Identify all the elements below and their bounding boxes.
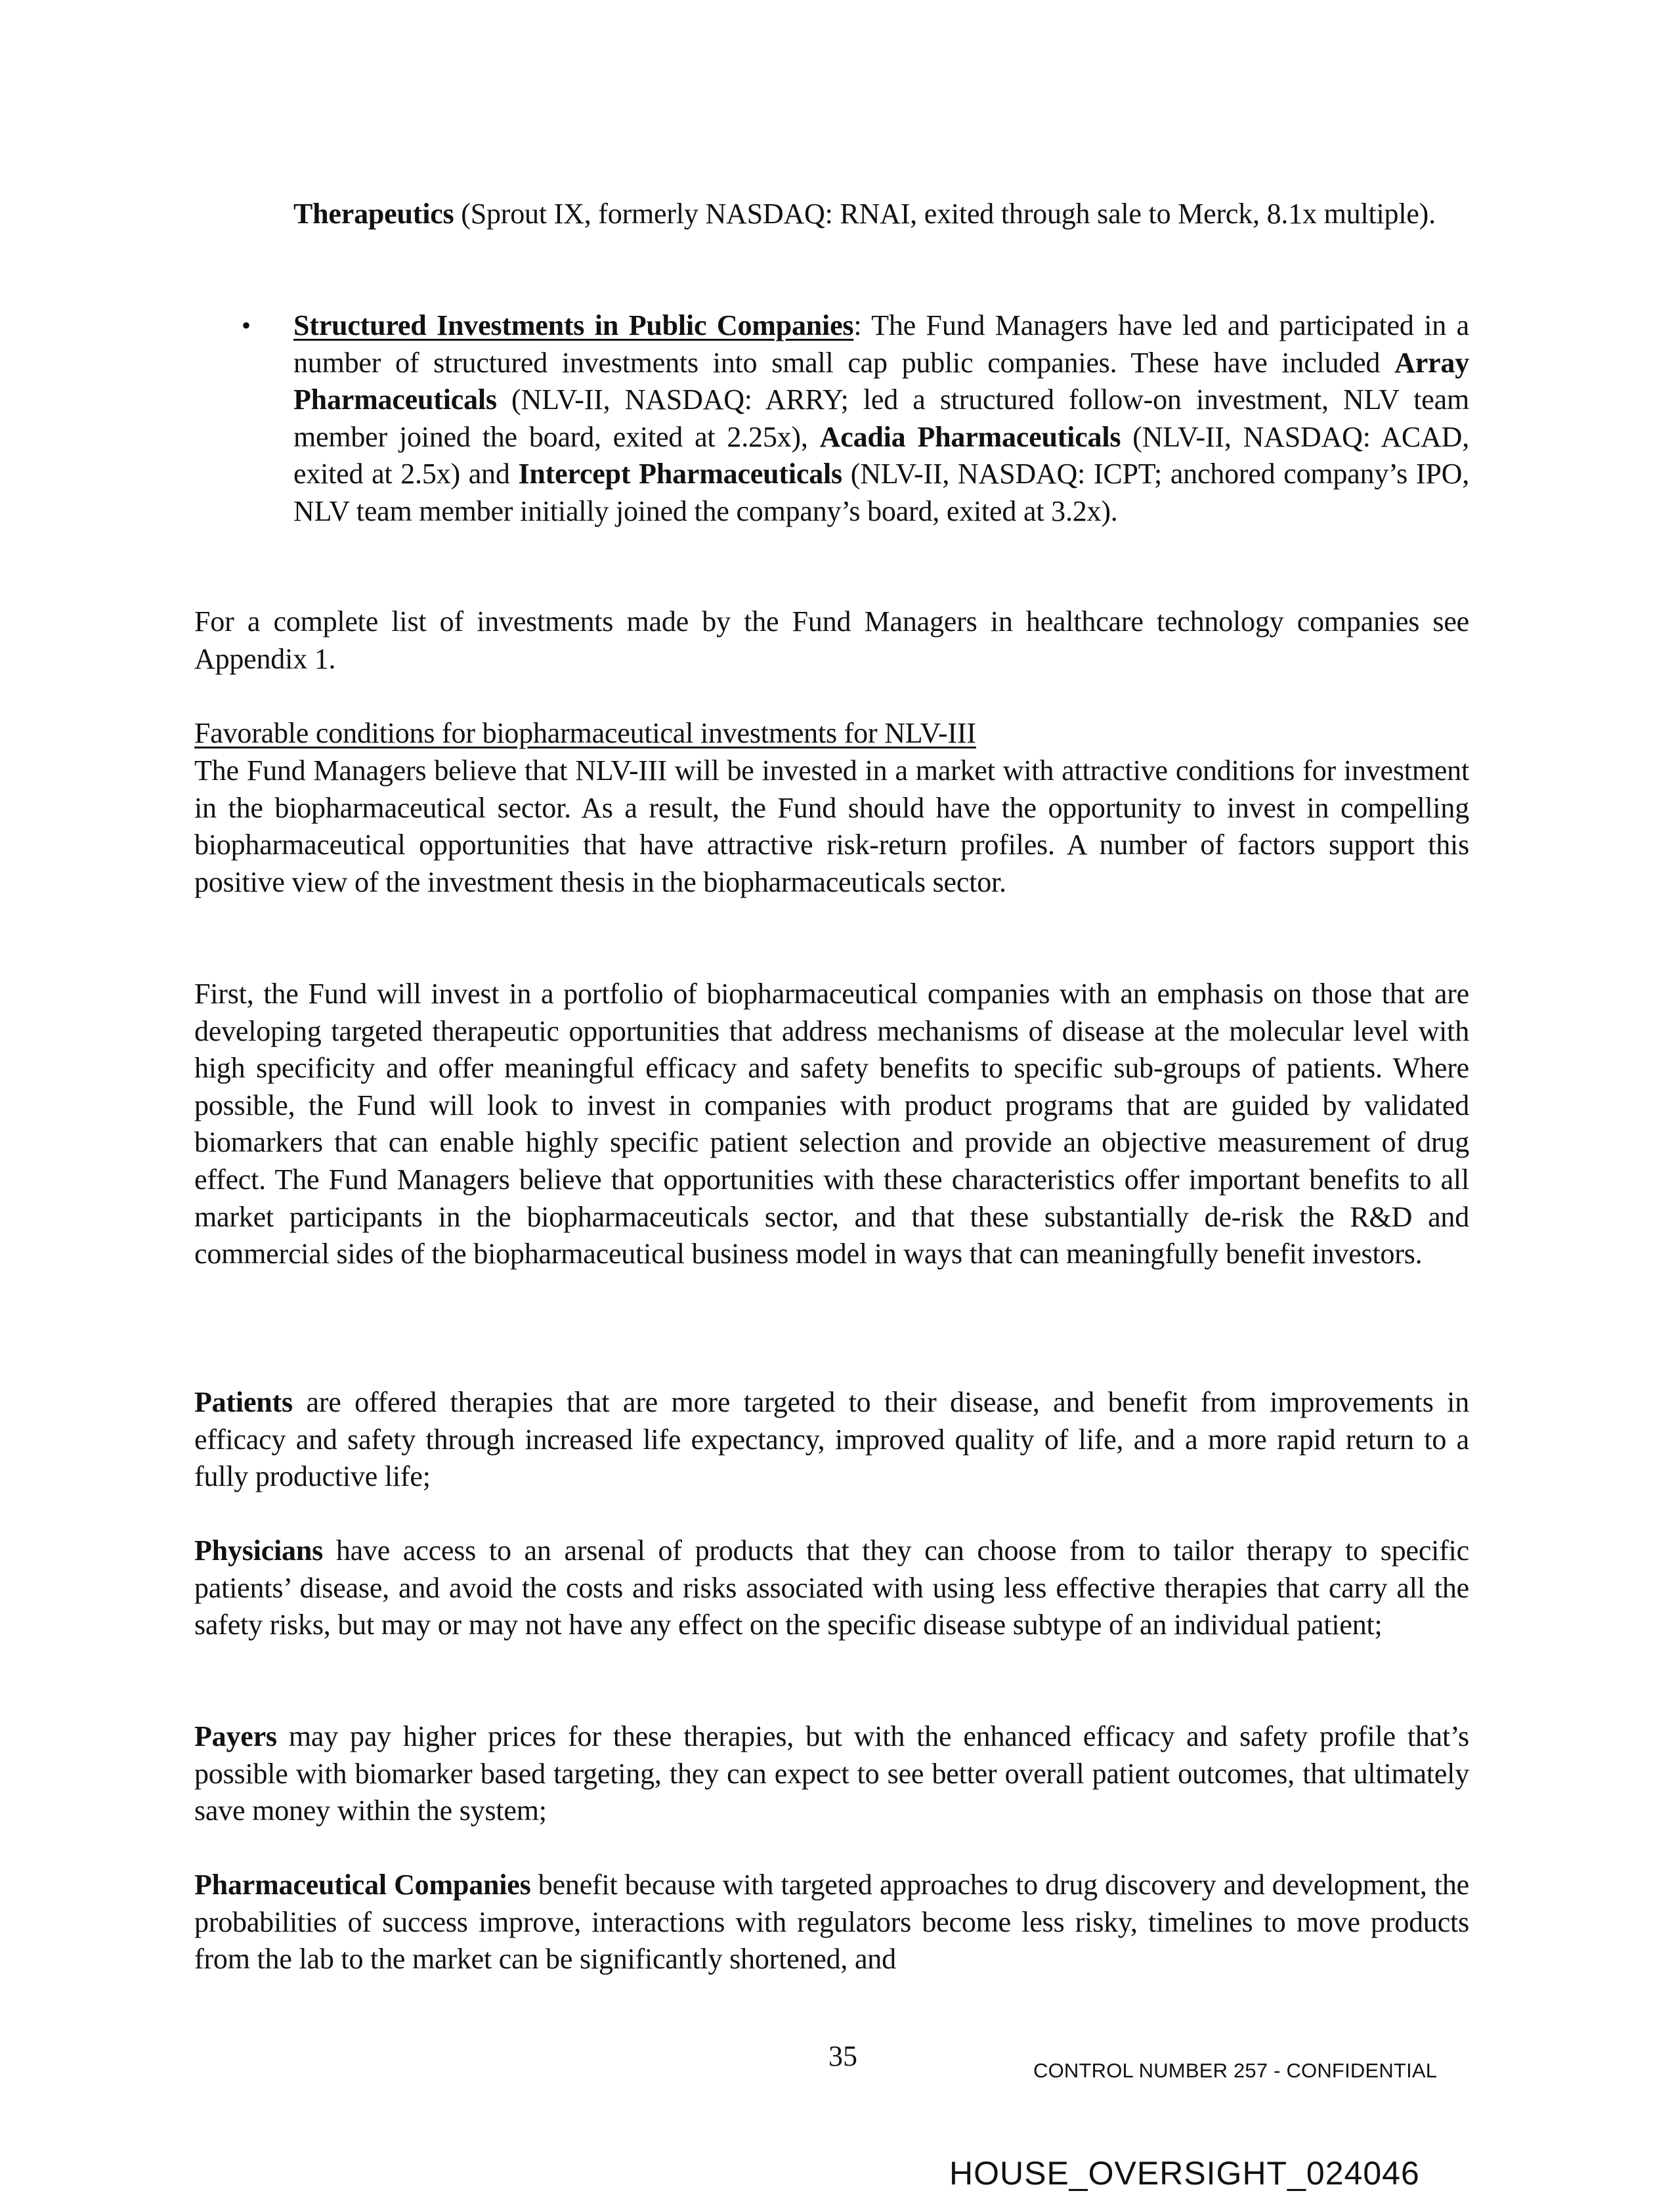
company-name: Intercept Pharmaceuticals bbox=[518, 458, 842, 490]
stakeholder-label: Payers bbox=[194, 1720, 277, 1752]
bates-number: HOUSE_OVERSIGHT_024046 bbox=[949, 2155, 1420, 2192]
stakeholder-payers bbox=[194, 1718, 1469, 1830]
stakeholder-label: Pharmaceutical Companies bbox=[194, 1869, 531, 1901]
paragraph-text: (NLV-II, NASDAQ: ARRY; led a structured follow-on investment, NLV team member joined the board, exited at 2.25x), bbox=[293, 383, 1469, 453]
stakeholder-pharma bbox=[194, 1867, 1469, 1978]
company-name: Therapeutics bbox=[293, 198, 454, 230]
heading-colon: : bbox=[853, 309, 862, 341]
stakeholder-label: Patients bbox=[194, 1386, 293, 1418]
paragraph-text: (NLV-II, NASDAQ: ACAD, exited at 2.5x) and bbox=[293, 420, 1470, 490]
stakeholder-text: benefit because with targeted approaches to drug discovery and development, the probabilities of success improve, interactions with regulators become less risky, timelines to move products from the lab to the market can be significantly shortened, and bbox=[194, 1869, 1469, 1976]
continuation-paragraph bbox=[293, 196, 1469, 233]
stakeholder-text: have access to an arsenal of products that they can choose from to tailor therapy to specific patients’ disease, and avoid the costs and risks associated with using less effective therapies that carry all the safety risks, but may or may not have any effect on the specific disease subtype of an individual patient; bbox=[194, 1534, 1469, 1641]
paragraph-text: (NLV-II, NASDAQ: ICPT; anchored company’s IPO, NLV team member initially joined the company’s board, exited at 3.2x). bbox=[293, 458, 1470, 527]
control-number: CONTROL NUMBER 257 - CONFIDENTIAL bbox=[1033, 2059, 1438, 2082]
section-intro: The Fund Managers believe that NLV-III will be invested in a market with attractive conditions for investment in the biopharmaceutical sector. As a result, the Fund should have the opportunity to invest in compelling biopharmaceutical opportunities that have attractive risk-return profiles. A number of factors support this positive view of the investment thesis in the biopharmaceuticals sector. bbox=[194, 754, 1469, 898]
stakeholder-label: Physicians bbox=[194, 1534, 324, 1567]
company-name: Acadia Pharmaceuticals bbox=[819, 420, 1121, 453]
section-heading bbox=[194, 715, 1469, 752]
page-number: 35 bbox=[828, 2040, 857, 2072]
paragraph-text: The Fund Managers have led and participated in a number of structured investments into small cap public companies. These have included bbox=[293, 309, 1469, 379]
bullet-heading: Structured Investments in Public Companies bbox=[293, 309, 854, 341]
stakeholder-patients bbox=[194, 1384, 1469, 1496]
bullet-paragraph bbox=[293, 307, 1469, 531]
stakeholder-physicians bbox=[194, 1532, 1469, 1644]
paragraph-text: (Sprout IX, formerly NASDAQ: RNAI, exited through sale to Merck, 8.1x multiple). bbox=[454, 198, 1436, 230]
stakeholder-text: are offered therapies that are more targeted to their disease, and benefit from improvements in efficacy and safety through increased life expectancy, improved quality of life, and a more rapid return to a fully productive life; bbox=[194, 1386, 1469, 1493]
stakeholder-text: may pay higher prices for these therapies, but with the enhanced efficacy and safety profile that’s possible with biomarker based targeting, they can expect to see better overall patient outcomes, that ultimately save money within the system; bbox=[194, 1720, 1469, 1827]
bullet-icon: • bbox=[242, 311, 251, 340]
section-heading-text: Favorable conditions for biopharmaceutical investments for NLV-III bbox=[194, 717, 976, 749]
company-name: Array Pharmaceuticals bbox=[293, 346, 1469, 416]
first-paragraph: First, the Fund will invest in a portfolio of biopharmaceutical companies with an emphasis on those that are developing targeted therapeutic opportunities that address mechanisms of disease at the molecular level with high specificity and offer meaningful efficacy and safety benefits to specific sub-groups of patients. Where possible, the Fund will look to invest in companies with product programs that are guided by validated biomarkers that can enable highly specific patient selection and provide an objective measurement of drug effect. The Fund Managers believe that opportunities with these characteristics offer important benefits to all market participants in the biopharmaceuticals sector, and that these substantially de-risk the R&D and commercial sides of the biopharmaceutical business model in ways that can meaningfully benefit investors. bbox=[194, 978, 1469, 1270]
appendix-note: For a complete list of investments made by the Fund Managers in healthcare technology companies see Appendix 1. bbox=[194, 605, 1469, 675]
